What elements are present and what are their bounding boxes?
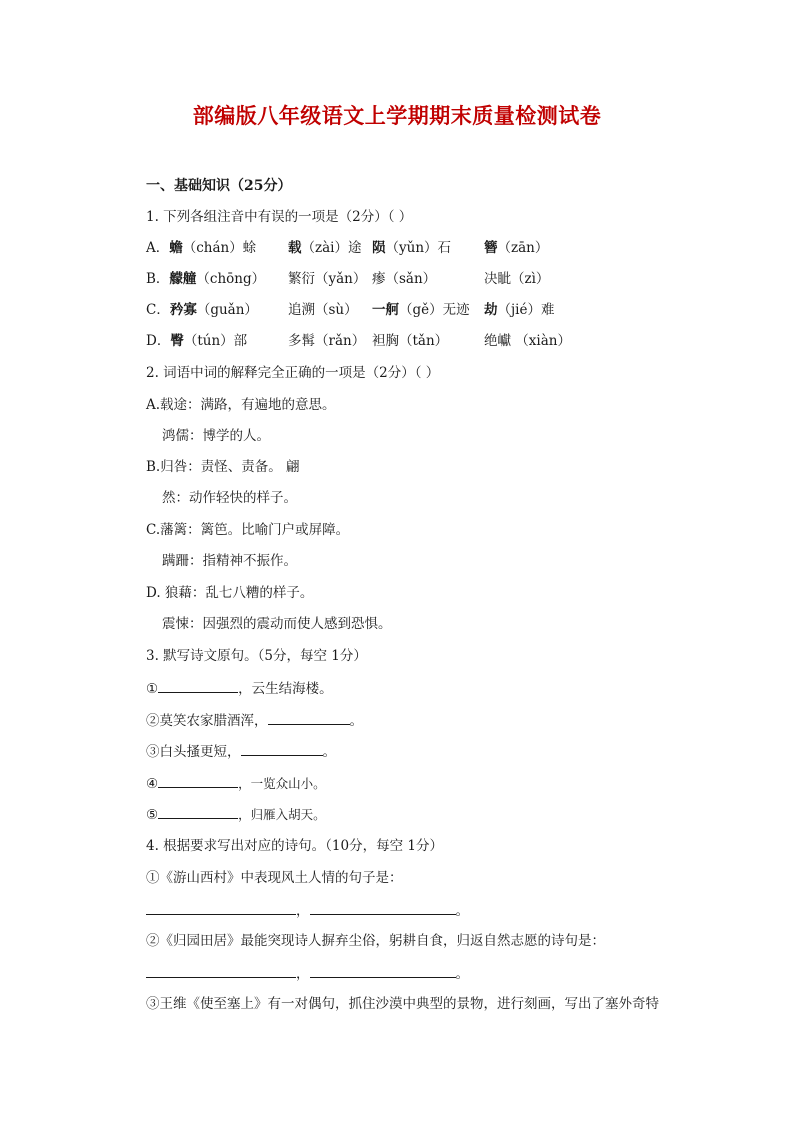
question-2-option-a: A.载途：满路，有遍地的意思。 bbox=[146, 397, 336, 413]
answer-blank[interactable] bbox=[310, 963, 456, 978]
question-2-option-b-cont: 然：动作轻快的样子。 bbox=[162, 490, 297, 506]
question-2-option-a-cont: 鸿儒：博学的人。 bbox=[162, 428, 270, 444]
exam-page: 部编版八年级语文上学期期末质量检测试卷 一、基础知识（25分） 1. 下列各组注音中有误的一项是（2分）（ ） A．蟾（chán）蜍 载（zài）途 陨（yǔn）石 簪（zān） B．艨艟（chōng） 繁衍（yǎn） 瘆（sǎn） 决眦（zì） C．矜寡（guǎn） 追溯（sù） 一舸（gě）无迹 劫（jié）难 D．臀（tún）部 多髯（rǎn） 袒胸（tǎn） 绝巘 （xiàn） 2. 词语中词的解释完全正确的一项是（2分）（ ） A.载途：满路，有遍地的意思。 鸿儒：博学的人。 B.归咎：责怪、责备。 翩 然：动作轻快的样子。 C.藩篱：篱笆。比喻门户或屏障。 蹒跚：指精神不振作。 D. 狼藉：乱七八糟的样子。 震悚：因强烈的震动而使人感到恐惧。 3. 默写诗文原句。（5分，每空 1分） ① ，云生结海楼。 ②莫笑农家腊酒浑， 。 ③白头搔更短， 。 ④ ，一览众山小。 ⑤ ，归雁入胡天。 4. 根据要求写出对应的诗句。（10分，每空 1分） ①《游山西村》中表现风土人情的句子是： ， 。 ②《归园田居》最能突现诗人摒弃尘俗，躬耕自食，归返自然志愿的诗句是： ， 。 ③王维《使至塞上》有一对偶句，抓住沙漠中典型的景物，进行刻画，写出了塞外奇特 bbox=[0, 0, 794, 1123]
question-2-option-c-cont: 蹒跚：指精神不振作。 bbox=[162, 553, 297, 569]
question-3-line-2: ②莫笑农家腊酒浑， 。 bbox=[146, 710, 363, 731]
question-2-stem: 2. 词语中词的解释完全正确的一项是（2分）（ ） bbox=[146, 365, 440, 381]
question-4-prompt-3: ③王维《使至塞上》有一对偶句，抓住沙漠中典型的景物，进行刻画，写出了塞外奇特 bbox=[146, 996, 659, 1012]
question-2-option-d: D. 狼藉：乱七八糟的样子。 bbox=[146, 585, 314, 601]
answer-blank[interactable] bbox=[268, 710, 350, 725]
question-3-stem: 3. 默写诗文原句。（5分，每空 1分） bbox=[146, 648, 367, 664]
question-4-answer-row-1: ， 。 bbox=[146, 900, 469, 921]
answer-blank[interactable] bbox=[310, 900, 456, 915]
page-title: 部编版八年级语文上学期期末质量检测试卷 bbox=[192, 103, 602, 128]
answer-blank[interactable] bbox=[158, 804, 238, 819]
question-3-line-3: ③白头搔更短， 。 bbox=[146, 741, 336, 762]
answer-blank[interactable] bbox=[146, 963, 296, 978]
question-4-stem: 4. 根据要求写出对应的诗句。（10分，每空 1分） bbox=[146, 838, 443, 854]
question-2-option-d-cont: 震悚：因强烈的震动而使人感到恐惧。 bbox=[162, 616, 392, 632]
section-heading: 一、基础知识（25分） bbox=[146, 178, 292, 194]
question-2-option-c: C.藩篱：篱笆。比喻门户或屏障。 bbox=[146, 522, 350, 538]
question-1-stem: 1. 下列各组注音中有误的一项是（2分）（ ） bbox=[146, 209, 413, 225]
answer-blank[interactable] bbox=[241, 741, 323, 756]
question-2-option-b: B.归咎：责怪、责备。 翩 bbox=[146, 459, 300, 475]
answer-blank[interactable] bbox=[158, 773, 238, 788]
answer-blank[interactable] bbox=[158, 678, 238, 693]
question-3-line-5: ⑤ ，归雁入胡天。 bbox=[146, 804, 326, 825]
question-4-answer-row-2: ， 。 bbox=[146, 963, 469, 984]
question-3-line-1: ① ，云生结海楼。 bbox=[146, 678, 333, 699]
answer-blank[interactable] bbox=[146, 900, 296, 915]
question-4-prompt-2: ②《归园田居》最能突现诗人摒弃尘俗，躬耕自食，归返自然志愿的诗句是： bbox=[146, 933, 605, 949]
question-3-line-4: ④ ，一览众山小。 bbox=[146, 773, 326, 794]
question-4-prompt-1: ①《游山西村》中表现风土人情的句子是： bbox=[146, 870, 403, 886]
